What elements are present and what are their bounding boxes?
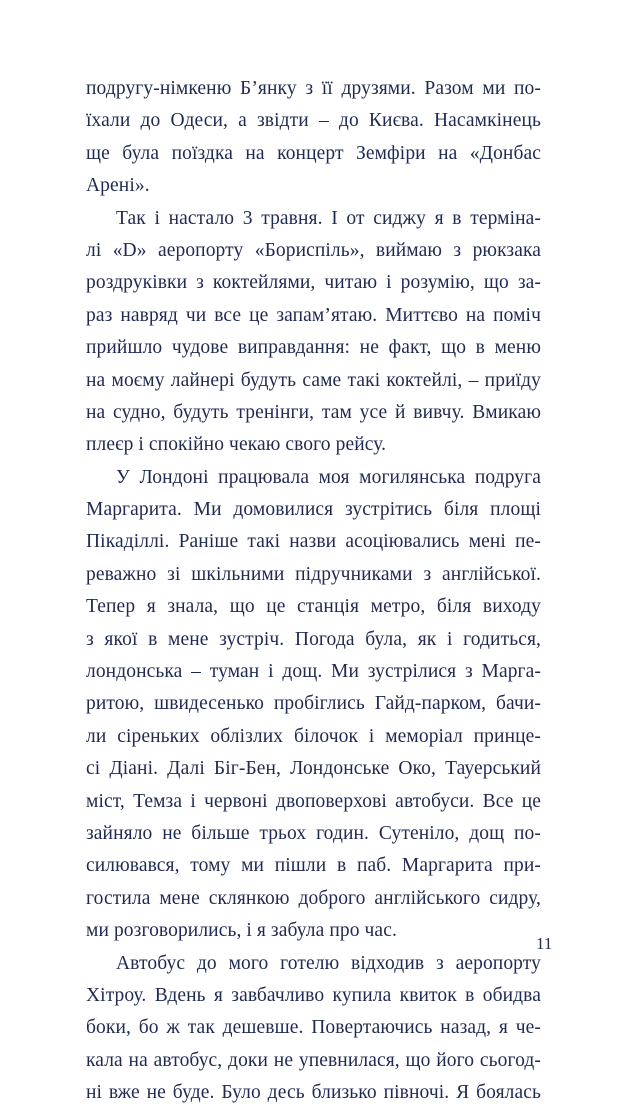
text-line: Пікаділлі. Раніше такі назви асоціювались мені пе- (86, 531, 541, 553)
text-line: ли сіреньких облізлих білочок і меморіал принце- (86, 725, 541, 747)
text-line: Автобус до мого готелю відходив з аеропорту (116, 952, 541, 974)
text-line: лі «D» аеропорту «Бориспіль», виймаю з рюкзака (86, 239, 541, 261)
text-line: ритою, швидесенько пробіглись Гайд-парком, бачи- (86, 693, 541, 715)
text-line: прийшло чудове виправдання: не факт, що в меню (86, 337, 541, 359)
text-line: боки, бо ж так дешевше. Повертаючись назад, я че- (86, 1017, 541, 1039)
text-line: У Лондоні працювала моя могилянська подруга (116, 466, 541, 488)
text-line: ні вже не буде. Було десь близько півночі. Я боялась (86, 1082, 541, 1104)
text-line: міст, Темза і червоні двоповерхові автобуси. Все це (86, 790, 541, 812)
body-text (86, 73, 541, 1110)
page-number: 11 (536, 934, 553, 953)
text-line: подругу-німкеню Б’янку з її друзями. Разом ми по- (86, 78, 541, 99)
text-line: Хітроу. Вдень я завбачливо купила квиток в обидва (86, 984, 541, 1006)
text-line: Арені». (86, 175, 150, 197)
text-line: ще була поїздка на концерт Земфіри на «Донбас (86, 142, 541, 164)
text-line: Тепер я знала, що це станція метро, біля виходу (86, 596, 541, 618)
text-line: на моєму лайнері будуть саме такі коктейлі, – приїду (86, 369, 541, 391)
text-line: сі Діані. Далі Біг-Бен, Лондонське Око, Тауерський (86, 758, 541, 780)
text-line: реважно зі шкільними підручниками з англійської. (86, 563, 541, 585)
text-line: зайняло не більше трьох годин. Сутеніло, дощ по- (86, 822, 541, 844)
text-line: Маргарита. Ми домовилися зустрітись біля площі (86, 499, 541, 521)
text-line: з якої в мене зустріч. Погода була, як і годиться, (86, 628, 541, 650)
text-line: Так і настало 3 травня. І от сиджу я в терміна- (116, 207, 541, 229)
text-line: ми розговорились, і я забула про час. (86, 920, 397, 942)
text-line: кала на автобус, доки не упевнилася, що його сьогод- (86, 1049, 541, 1071)
text-line: гостила мене склянкою доброго англійського сидру, (86, 887, 541, 909)
text-line: силювався, тому ми пішли в паб. Маргарита при- (86, 855, 541, 877)
text-line: їхали до Одеси, а звідти – до Києва. Насамкінець (86, 110, 541, 132)
text-line: лондонська – туман і дощ. Ми зустрілися з Марга- (86, 661, 541, 683)
text-line: плеєр і спокійно чекаю свого рейсу. (86, 434, 387, 456)
text-line: на судно, будуть тренінги, там усе й вивчу. Вмикаю (86, 401, 541, 423)
text-line: роздруківки з коктейлями, читаю і розумію, що за- (86, 272, 541, 294)
text-line: раз навряд чи все це запам’ятаю. Миттєво на поміч (86, 304, 541, 326)
